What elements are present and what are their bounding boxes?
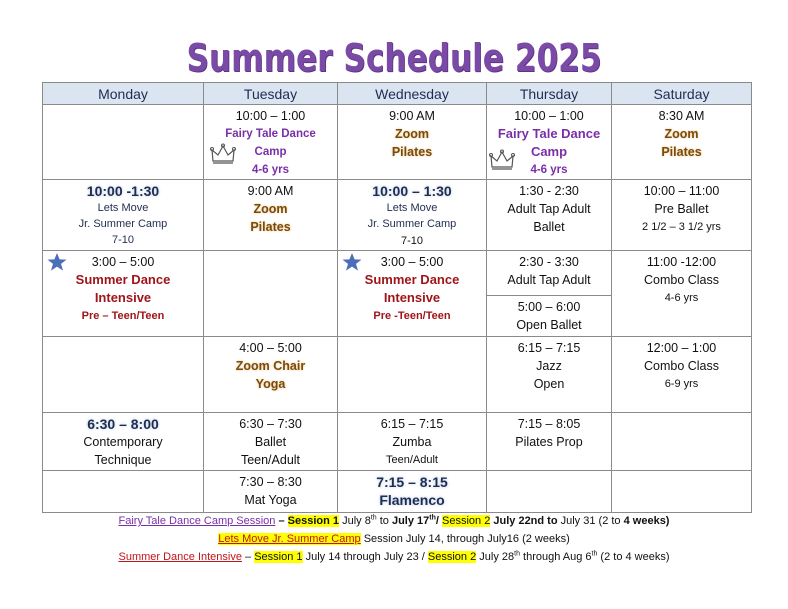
class-name: Technique xyxy=(94,453,152,467)
cell-sat-2 xyxy=(612,180,752,251)
class-name: Mat Yoga xyxy=(244,493,297,507)
class-name: Ballet xyxy=(533,220,565,234)
cell-wed-2 xyxy=(338,180,487,251)
cell-tue-2 xyxy=(204,180,338,251)
class-name: Fairy Tale Dance xyxy=(497,126,601,141)
class-time: 6:30 – 8:00 xyxy=(87,416,159,432)
note-text: through Aug 6 xyxy=(519,551,592,563)
class-age: 4-6 yrs xyxy=(530,164,568,176)
class-age: 4-6 yrs xyxy=(664,292,699,304)
cell-tue-4 xyxy=(204,337,338,413)
class-age: 6-9 yrs xyxy=(664,378,699,390)
note-text: 4 weeks) xyxy=(623,515,670,527)
cell-mon-5 xyxy=(43,413,204,471)
class-age: 7-10 xyxy=(111,234,135,246)
cell-thu-4 xyxy=(487,337,612,413)
star-icon xyxy=(342,252,362,272)
crown-icon xyxy=(210,143,236,165)
class-time: 6:30 – 7:30 xyxy=(239,417,302,431)
class-time: 6:15 – 7:15 xyxy=(380,417,444,431)
class-time: 8:30 AM xyxy=(658,109,705,123)
class-time: 9:00 AM xyxy=(389,109,435,123)
note-text: / xyxy=(435,515,442,527)
cell-tue-5 xyxy=(204,413,338,471)
note-text: to xyxy=(376,515,392,527)
note-text: July 14 through July 23 / xyxy=(302,551,428,563)
note-dash: – xyxy=(241,551,255,563)
note-text: (2 to 4 weeks) xyxy=(597,551,670,563)
schedule-table xyxy=(42,82,752,513)
cell-mon-6 xyxy=(43,471,204,513)
class-time: 10:00 -1:30 xyxy=(86,183,160,199)
class-name: Intensive xyxy=(94,290,152,305)
class-name: Adult Tap Adult xyxy=(507,202,591,216)
cell-mon-4 xyxy=(43,337,204,413)
table-row xyxy=(43,413,752,471)
class-age: 4-6 yrs xyxy=(251,164,290,176)
class-name: Summer Dance xyxy=(75,272,171,287)
session-badge: Session 1 xyxy=(254,551,303,563)
session-badge: Session 1 xyxy=(287,515,340,527)
table-row xyxy=(43,105,752,180)
cell-divider xyxy=(487,295,611,334)
class-name: Flamenco xyxy=(379,492,445,508)
note-sup: th xyxy=(514,550,520,558)
cell-sat-6 xyxy=(612,471,752,513)
class-name: Adult Tap Adult xyxy=(507,273,591,287)
class-time: 10:00 – 1:30 xyxy=(372,183,452,199)
class-time: 7:15 – 8:15 xyxy=(376,474,448,490)
class-name: Jazz xyxy=(536,359,562,373)
note-fairy-tale xyxy=(0,512,788,530)
class-name: Pre Ballet xyxy=(654,202,709,216)
class-name: Intensive xyxy=(383,290,441,305)
class-name: Zumba xyxy=(392,435,432,449)
class-name: Jr. Summer Camp xyxy=(78,218,168,230)
class-name: Camp xyxy=(254,146,287,158)
class-name: Zoom xyxy=(253,202,288,216)
cell-tue-6 xyxy=(204,471,338,513)
cell-wed-1 xyxy=(338,105,487,180)
class-time: 7:15 – 8:05 xyxy=(517,417,581,431)
cell-thu-1 xyxy=(487,105,612,180)
header-thursday: Thursday xyxy=(487,83,612,105)
cell-mon-1 xyxy=(43,105,204,180)
cell-thu-5 xyxy=(487,413,612,471)
class-time: 7:30 – 8:30 xyxy=(239,475,302,489)
cell-sat-3 xyxy=(612,251,752,337)
session-badge: Session 2 xyxy=(442,515,491,527)
header-monday: Monday xyxy=(43,83,204,105)
class-time: 6:15 – 7:15 xyxy=(517,341,581,355)
note-text: July 17 xyxy=(391,515,430,527)
header-saturday: Saturday xyxy=(612,83,752,105)
class-age: 7-10 xyxy=(400,235,424,247)
class-name: Teen/Adult xyxy=(240,453,301,467)
header-row xyxy=(43,83,752,105)
note-text: July 8 xyxy=(339,515,371,527)
class-time: 10:00 – 1:00 xyxy=(514,109,584,123)
table-row xyxy=(43,337,752,413)
table-row xyxy=(43,251,752,337)
class-time: 10:00 – 1:00 xyxy=(235,109,306,123)
cell-mon-3 xyxy=(43,251,204,337)
note-summer-intensive xyxy=(0,548,788,566)
class-age: Pre -Teen/Teen xyxy=(373,310,451,322)
cell-mon-2 xyxy=(43,180,204,251)
class-time: 3:00 – 5:00 xyxy=(91,255,155,269)
note-program: Summer Dance Intensive xyxy=(118,551,242,563)
class-name: Yoga xyxy=(255,377,286,391)
cell-sat-1 xyxy=(612,105,752,180)
note-program: Fairy Tale Dance Camp Session xyxy=(118,515,276,527)
crown-icon xyxy=(489,149,515,171)
note-sup: th xyxy=(591,550,598,558)
class-name: Pilates xyxy=(250,220,291,234)
class-name: Combo Class xyxy=(643,273,720,287)
class-name: Contemporary xyxy=(83,435,163,449)
class-time: 12:00 – 1:00 xyxy=(646,341,717,355)
class-name: Ballet xyxy=(254,435,287,449)
class-time: 11:00 -12:00 xyxy=(646,255,717,269)
session-badge: Session 2 xyxy=(427,551,477,563)
class-name: Pilates xyxy=(391,145,433,159)
class-name: Combo Class xyxy=(643,359,720,373)
class-age: Teen/Adult xyxy=(386,454,438,466)
class-name: Fairy Tale Dance xyxy=(225,128,316,140)
class-name: Summer Dance xyxy=(364,272,460,287)
class-name: Open xyxy=(533,377,565,391)
cell-wed-6 xyxy=(338,471,487,513)
class-name: Jr. Summer Camp xyxy=(367,218,457,230)
class-name: Pilates xyxy=(661,145,702,159)
header-wednesday: Wednesday xyxy=(338,83,487,105)
class-time: 9:00 AM xyxy=(247,184,294,198)
class-name: Open Ballet xyxy=(516,318,582,332)
note-text: J xyxy=(490,515,500,527)
class-name: Zoom xyxy=(664,127,699,141)
header-tuesday: Tuesday xyxy=(204,83,338,105)
cell-thu-2 xyxy=(487,180,612,251)
class-age: Pre – Teen/Teen xyxy=(81,310,165,322)
cell-tue-3 xyxy=(204,251,338,337)
class-time: 1:30 - 2:30 xyxy=(519,184,579,198)
cell-thu-3 xyxy=(487,251,612,337)
class-time: 10:00 – 11:00 xyxy=(643,184,720,198)
cell-wed-4 xyxy=(338,337,487,413)
class-time: 4:00 – 5:00 xyxy=(239,341,302,355)
star-icon xyxy=(47,252,67,272)
note-dash: – xyxy=(275,515,288,527)
class-name: Pilates Prop xyxy=(515,435,583,449)
note-text: July 31 (2 to xyxy=(560,515,624,527)
class-time: 5:00 – 6:00 xyxy=(517,300,581,314)
class-name: Zoom xyxy=(394,127,430,141)
class-time: 3:00 – 5:00 xyxy=(380,255,444,269)
class-time: 2:30 - 3:30 xyxy=(519,255,579,269)
note-lets-move xyxy=(0,530,788,548)
note-sup: th xyxy=(429,514,436,522)
cell-thu-6 xyxy=(487,471,612,513)
page-title: Summer Schedule 2025 xyxy=(186,36,602,80)
table-row xyxy=(43,180,752,251)
session-notes xyxy=(0,512,788,566)
note-text: Session July 14, through July16 (2 weeks) xyxy=(360,533,570,545)
cell-tue-1 xyxy=(204,105,338,180)
cell-sat-5 xyxy=(612,413,752,471)
table-row xyxy=(43,471,752,513)
cell-sat-4 xyxy=(612,337,752,413)
note-text: uly 22nd to xyxy=(499,515,561,527)
note-sup: th xyxy=(370,514,377,522)
class-name: Camp xyxy=(530,144,568,159)
class-age: 2 1/2 – 3 1/2 yrs xyxy=(642,221,721,233)
note-program: Lets Move Jr. Summer Camp xyxy=(218,533,361,545)
class-name: Zoom Chair xyxy=(235,359,306,373)
cell-wed-5 xyxy=(338,413,487,471)
class-name: Lets Move xyxy=(386,202,438,214)
class-name: Lets Move xyxy=(97,202,149,214)
note-text: July 28 xyxy=(476,551,515,563)
cell-wed-3 xyxy=(338,251,487,337)
